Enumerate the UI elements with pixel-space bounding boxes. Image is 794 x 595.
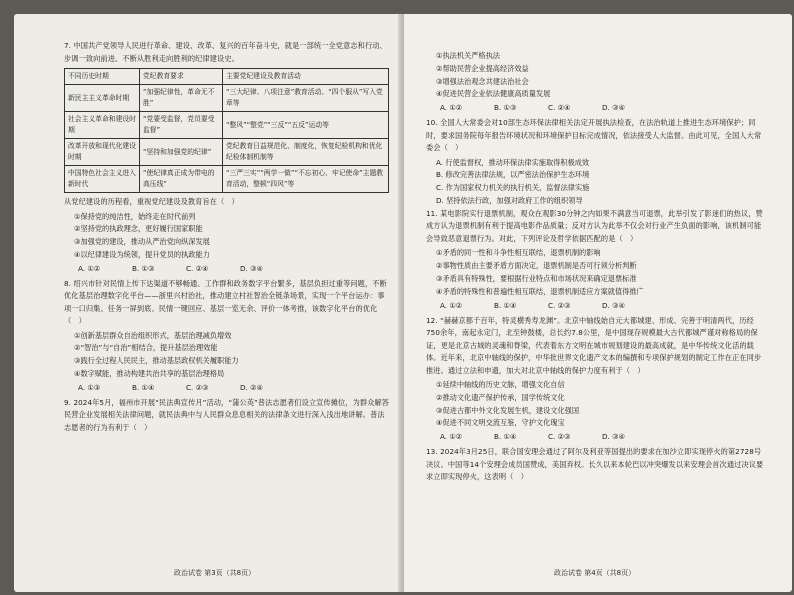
table-header: 党纪教育要求	[140, 69, 223, 85]
q8-option-3: ③践行全过程人民民主，推动基层政权机关履职能力	[74, 356, 239, 366]
table-header: 不同历史时期	[65, 69, 140, 85]
right-page	[404, 14, 792, 592]
q11-option-1: ①矛盾的同一性和斗争性相互联结，退票机制的影响	[436, 248, 601, 258]
q9-stem: 9. 2024年5月，福州市开展“民法典宣传月”活动，“蒲公英”普法志愿者们设立宣传摊位，为群众解答民营企业发展相关法律问题，就民法典中与人民群众息息相关的法律条文进行深入浅出地讲解。普法志愿者的行为有利于（ ）	[64, 397, 390, 432]
choice-c: C. ②④	[186, 263, 209, 273]
q11-option-2: ②事物性质由主要矛盾方面决定，退票机制是否可行须分析判断	[436, 261, 637, 271]
q8-option-2: ②“智治”与“自治”相结合，提升基层治理效能	[74, 343, 218, 353]
q7-option-1: ①保持党的纯洁性，始终走在时代前列	[74, 211, 196, 221]
table-row	[65, 85, 389, 112]
choice-a: A. ①②	[440, 103, 463, 113]
q9-option-1: ①执法机关严格执法	[436, 51, 500, 60]
choice-d: D. ③④	[240, 263, 263, 273]
q11-choices	[440, 299, 766, 312]
q7-option-2: ②坚持党的执政理念，更好履行国家职能	[74, 224, 203, 234]
q10-option-b: B. 修改完善法律法规，以严密法治保护生态环境	[436, 170, 590, 180]
q12-option-1: ①延续中轴线的历史文脉，增强文化自信	[436, 380, 565, 390]
q7-option-3: ③加强党的建设，推动从严治党向纵深发展	[74, 237, 210, 247]
choice-a: A. ①②	[440, 300, 463, 310]
choice-c: C. ②③	[548, 432, 571, 442]
q9-choices	[440, 101, 766, 114]
choice-d: D. ③④	[602, 432, 625, 442]
q7-choices	[78, 262, 390, 275]
choice-b: B. ①③	[494, 103, 517, 113]
choice-b: B. ①④	[494, 300, 517, 310]
q7-stem: 7. 中国共产党领导人民进行革命、建设、改革、复兴的百年奋斗史，就是一部统一全党意志和行动、步调一致向前进、不断从胜利走向胜利的纪律建设史。	[64, 41, 387, 63]
q7-question: 从党纪建设的历程看，重视党纪建设及教育旨在（ ）	[64, 197, 239, 206]
table-cell: “党要受监督，党员要受监督”	[140, 112, 223, 139]
q7-option-4: ④以纪律建设为统领，提升党员的执政能力	[74, 249, 210, 259]
choice-d: D. ③④	[602, 300, 625, 310]
table-cell: “使纪律真正成为带电的高压线”	[140, 166, 223, 193]
choice-d: D. ②④	[240, 382, 263, 392]
table-cell: “加强纪律性，革命无不胜”	[140, 85, 223, 112]
choice-c: C. ②③	[548, 300, 571, 310]
q8-option-4: ④数字赋能，推动构建共治共享的基层治理格局	[74, 369, 225, 379]
q12-option-2: ②推动文化遗产保护传承，国学传统文化	[436, 392, 565, 402]
choice-c: C. ②③	[186, 382, 209, 392]
choice-c: C. ②④	[548, 103, 571, 113]
choice-a: A. ①②	[440, 432, 463, 442]
q10-stem: 10. 全国人大常委会对10部生态环保法律相关法定开展执法检查，在法治轨道上推进生态环境保护；同时，要求国务院每年报告环境状况和环境保护目标完成情况，依法接受人大监督。由此可见，全国人大常委会（ ）	[426, 118, 762, 153]
q10-option-d: D. 坚持依法行政，加强对政府工作的组织领导	[436, 196, 583, 206]
table-cell: “整风”“整党”“三反”“五反”运动等	[223, 112, 389, 139]
table-cell: “坚持和加强党的纪律”	[140, 139, 223, 166]
q12-option-4: ④促进不同文明交流互鉴，守护文化瑰宝	[436, 418, 565, 428]
choice-d: D. ③④	[602, 103, 625, 113]
choice-a: A. ①②	[78, 263, 101, 273]
table-cell: 中国特色社会主义进入新时代	[65, 166, 140, 193]
table-row	[65, 166, 389, 193]
table-cell: 新民主主义革命时期	[65, 85, 140, 112]
q8-stem: 8. 绍兴市针对民情上传下达渠道不够畅通、工作群和政务数字平台繁多，基层负担过重等问题，不断优化基层治理数字化平台——浙里兴村治社，推动建立村社智治全链条场景，实现一个平台运办：事项一口归集、任务一屏到底、民情一键回应、基层一览无余、评价一体考推，该数字化平台的优化（ ）	[64, 278, 387, 326]
table-row	[65, 139, 389, 166]
q9-option-2: ②帮助民营企业提高经济效益	[436, 63, 529, 73]
page-footer: 政治试卷 第3页（共8页）	[174, 569, 256, 577]
table-cell: 社会主义革命和建设时期	[65, 112, 140, 139]
q11-option-4: ④矛盾的特殊性和普遍性相互联结，退票机制适应方案就值得推广	[436, 286, 644, 296]
table-cell: 党纪教育日益规范化、制度化，恢复纪检机构和优化纪检体制机制等	[223, 139, 389, 166]
q11-option-3: ③矛盾具有特殊性，要根据行业特点和市场状况来确定退票标准	[436, 273, 637, 283]
page-footer: 政治试卷 第4页（共8页）	[554, 569, 636, 577]
table-header-row	[65, 69, 389, 85]
q12-option-3: ③促进古都中外文化发展生机，建设文化强国	[436, 405, 580, 415]
q9-option-4: ④促进民营企业依法健康高质量发展	[436, 89, 551, 99]
q8-option-1: ①创新基层群众自治组织形式，基层治理减负增效	[74, 330, 232, 340]
left-page	[14, 14, 402, 592]
table-header: 主要党纪建设及教育活动	[223, 69, 389, 85]
q8-choices	[78, 381, 390, 394]
q12-stem: 12. “赫赫京都千百年，特灵横秀寿龙渊”。北京中轴线始自元大都城建、形成、完善于明清两代，历经750余年，南起永定门，北至钟鼓楼，总长约7.8公里，是中国现存规模最大古代都城严谨对称格局的保证，更是北京古城的灵魂和脊梁，代表着东方文明在城市规划建设的最高成就，是中华传统文化活的载体。近年来，北京中轴线的保护，中华批世界文化遗产文本的编撰和专项保护规划的制定工作在正在同步推进。通过立法和申遗，加大对北京中轴线的保护力度有利于（ ）	[426, 315, 762, 375]
q10-option-c: C. 作为国家权力机关的执行机关，监督法律实施	[436, 183, 590, 193]
table-cell: 改革开放和现代化建设时期	[65, 139, 140, 166]
choice-a: A. ①③	[78, 382, 101, 392]
choice-b: B. ①③	[132, 263, 155, 273]
q12-choices	[440, 430, 766, 443]
table-cell: “三大纪律、八项注意”教育活动、“四个服从”写入党章等	[223, 85, 389, 112]
party-discipline-table	[64, 68, 389, 193]
table-cell: “三严三实”“两学一做”“不忘初心、牢记使命”主题教育活动，整顿“四风”等	[223, 166, 389, 193]
choice-b: B. ①④	[132, 382, 155, 392]
q11-stem: 11. 某电影院实行退票机制，观众在观影30分钟之内如果不满意当可退票，此举引发了影迷们的热议，赞成方认为退票机制有利于提高电影作品质量；反对方认为此举不仅会对行业产生负面的影响，该机制可能会导致恶意退票行为。对此，下列评论及哲学依据匹配的是（ ）	[426, 208, 763, 243]
q13-stem: 13. 2024年3月25日，联合国安理会通过了阿尔及利亚等国提出的要求在加沙立即实现停火的第2728号决议。中国等14个安理会成员国赞成，美国弃权。长久以来本轮巴以冲突爆发以来安理会首次通过决议要求立即实现停火，这表明（ ）	[426, 447, 764, 482]
choice-b: B. ①④	[494, 432, 517, 442]
q9-option-3: ③增强法治观念共建法治社会	[436, 76, 529, 86]
q10-option-a: A. 行使监督权，推动环保法律实施取得积极成效	[436, 157, 590, 167]
table-row	[65, 112, 389, 139]
